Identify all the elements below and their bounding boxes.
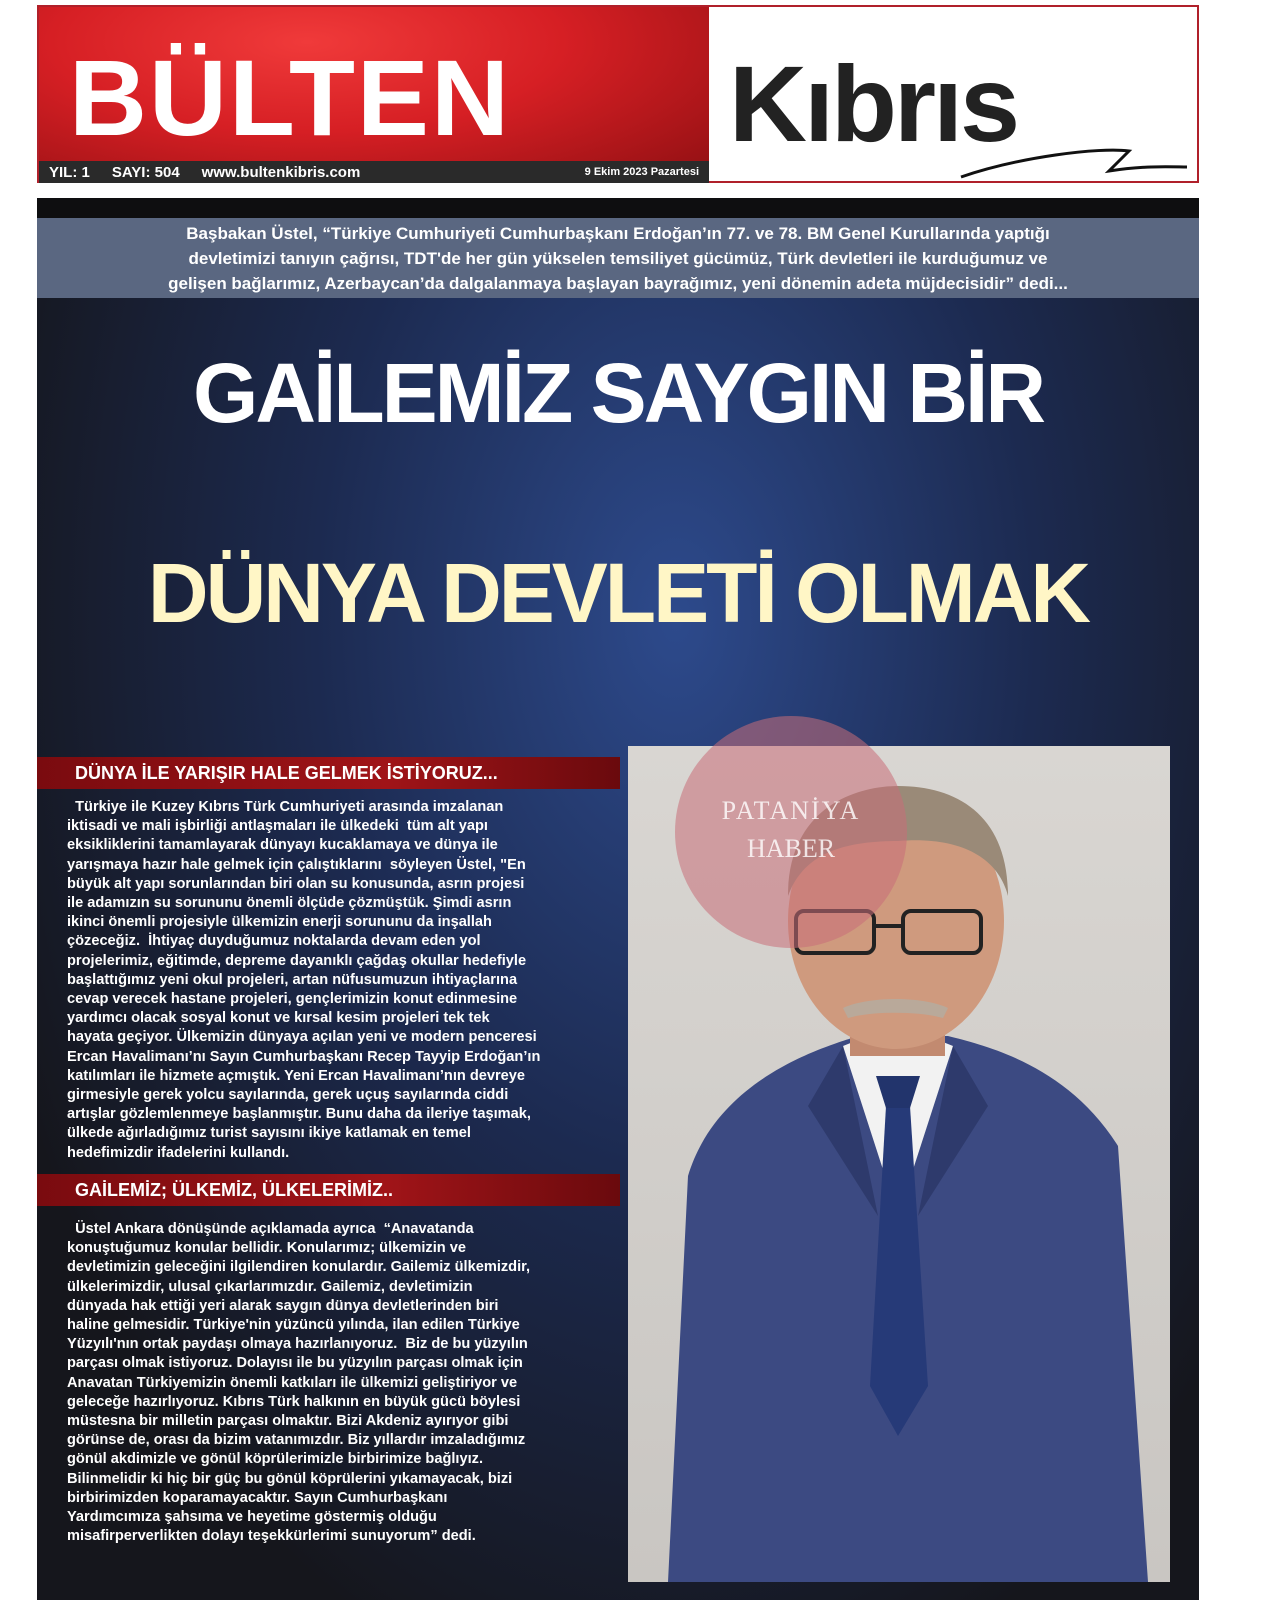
article-line: başlattığımız yeni okul projeleri, artan nüfusumuzun ihtiyaçlarına — [67, 971, 518, 988]
issue-info-bar — [39, 161, 709, 183]
article-line: hedefimizdir ifadelerini kullandı. — [67, 1144, 290, 1161]
article-line: Üstel Ankara dönüşünde açıklamada ayrıca “Anavatanda — [67, 1221, 474, 1237]
deck-summary — [37, 218, 1199, 298]
article-line: konuştuğumuz konular bellidir. Konularımız; ülkemizin ve — [67, 1240, 466, 1257]
article-line: Yardımcımıza şahsıma ve heyetime göstermiş olduğu — [67, 1509, 437, 1526]
article-line: yarışmaya hazır hale gelmek için çalıştıklarını söyleyen Üstel, "En — [67, 856, 526, 873]
article-line: çözeceğiz. İhtiyaç duyduğumuz noktalarda devam eden yol — [67, 933, 481, 950]
article-line: birbirimizden koparamayacaktır. Sayın Cumhurbaşkanı — [67, 1489, 448, 1506]
article-line: ile adamızın su sorununu önemli ölçüde çözmüştük. Şimdi asrın — [67, 895, 512, 912]
top-divider — [37, 198, 1199, 218]
article-line: ülkede ağırladığımız turist sayısını ikiye katlamak en temel — [67, 1125, 471, 1142]
article-line: artışlar gözlemlenmeye başlanmıştır. Bunu daha da ileriye taşımak, — [67, 1106, 531, 1123]
article-line: iktisadi ve mali işbirliği antlaşmaları ile ülkedeki tüm alt yapı — [67, 818, 488, 835]
article-line: katılımları ile hizmete açmıştık. Yeni Ercan Havalimanı’nın devreye — [67, 1067, 526, 1084]
brand-logo-bulten: BÜLTEN — [69, 37, 511, 158]
article-line: projelerimiz, eğitimde, depreme dayanıklı çağdaş okullar hedefiyle — [67, 952, 527, 969]
year-label: YIL: 1 — [49, 163, 90, 181]
issue-label: SAYI: 504 — [111, 163, 180, 181]
article-line: devletimizin geleceğini ilgilendiren konulardır. Gailemiz ülkemizdir, — [67, 1259, 531, 1276]
section-heading: DÜNYA İLE YARIŞIR HALE GELMEK İSTİYORUZ... — [37, 757, 620, 789]
article-line: geleceğe hazırlıyoruz. Kıbrıs Türk halkının en büyük gücü böylesi — [67, 1393, 521, 1410]
article-line: Türkiye ile Kuzey Kıbrıs Türk Cumhuriyeti arasında imzalanan — [67, 799, 504, 815]
article-line: yardımcı olacak sosyal konut ve kırsal kesim projeleri tek tek — [67, 1010, 490, 1027]
headline-line-1: GAİLEMİZ SAYGIN BİR — [193, 346, 1043, 440]
article-line: gönül akdimizle ve gönül köprülerimizle birbirimize bağlıyız. — [67, 1451, 484, 1468]
issue-date: 9 Ekim 2023 Pazartesi — [584, 166, 699, 178]
article-line: cevap verecek hastane projeleri, gençlerimizin konut edinmesine — [67, 991, 518, 1008]
article-line: müstesna bir milletin parçası olmaktır. Bizi Akdeniz ayırıyor gibi — [67, 1413, 509, 1430]
website-link[interactable]: www.bultenkibris.com — [201, 163, 361, 181]
brand-logo-kibris: Kıbrıs — [729, 43, 1018, 164]
article-line: eksikliklerini tamamlayarak dünyayı kucaklamaya ve dünya ile — [67, 837, 498, 854]
article-line: dünyada hak ettiği yeri alarak saygın dünya devletlerinden biri — [67, 1297, 499, 1314]
article-line: büyük alt yapı sorunlarından biri olan su konusunda, asrın projesi — [67, 875, 525, 892]
article-line: Bilinmelidir ki hiç bir güç bu gönül köprülerini yıkamayacak, bizi — [67, 1470, 513, 1487]
article-paragraph — [67, 798, 627, 1163]
headline-line-2: DÜNYA DEVLETİ OLMAK — [147, 546, 1089, 640]
masthead — [37, 5, 1199, 183]
article-line: girmesiyle gerek yolcu sayılarında, gerek uçuş sayılarında ciddi — [67, 1087, 509, 1104]
deck-line: gelişen bağlarımız, Azerbaycan’da dalgalanmaya başlayan bayrağımız, yeni dönemin adeta müjdecisidir” dedi... — [168, 274, 1068, 293]
article-line: haline gelmesidir. Türkiye'nin yüzüncü yılında, ilan edilen Türkiye — [67, 1317, 520, 1334]
article-line: parçası olmak istiyoruz. Dolayısı ile bu yüzyılın parçası olmak için — [67, 1355, 523, 1372]
article-line: Ercan Havalimanı’nı Sayın Cumhurbaşkanı Recep Tayyip Erdoğan’ın — [67, 1048, 541, 1065]
front-page-main — [37, 198, 1199, 1600]
deck-line: Başbakan Üstel, “Türkiye Cumhuriyeti Cumhurbaşkanı Erdoğan’ın 77. ve 78. BM Genel Kurullarında yaptığı — [186, 224, 1050, 243]
article-line: Anavatan Türkiyemizin önemli katkıları ile ülkemizi geliştiriyor ve — [67, 1374, 518, 1391]
article-line: görünse de, orası da bizim vatanımızdır. Biz yıllardır imzaladığımız — [67, 1432, 526, 1449]
article-paragraph — [67, 1220, 627, 1546]
deck-line: devletimizi tanıyın çağrısı, TDT'de her gün yükselen temsiliyet gücümüz, Türk devletleri ile kurduğumuz ve — [188, 249, 1048, 268]
brand-red-block — [39, 7, 709, 183]
watermark: PATANİYA HABER — [675, 716, 907, 948]
section-heading: GAİLEMİZ; ÜLKEMİZ, ÜLKELERİMİZ.. — [37, 1174, 620, 1206]
article-line: misafirperverlikten dolayı teşekkürlerimi sunuyorum” dedi. — [67, 1528, 476, 1545]
article-line: ülkelerimizdir, ulusal çıkarlarımızdır. Gailemiz, devletimizin — [67, 1278, 473, 1295]
swoosh-icon — [959, 147, 1189, 179]
article-line: Yüzyılı'nın ortak paydaşı olmaya hazırlanıyoruz. Biz de bu yüzyılın — [67, 1336, 528, 1353]
article-line: hayata geçiyor. Ülkemizin dünyaya açılan yeni ve modern penceresi — [67, 1029, 537, 1046]
article-line: ikinci önemli projesiyle ülkemizin enerji sorununu da inşallah — [67, 914, 492, 931]
